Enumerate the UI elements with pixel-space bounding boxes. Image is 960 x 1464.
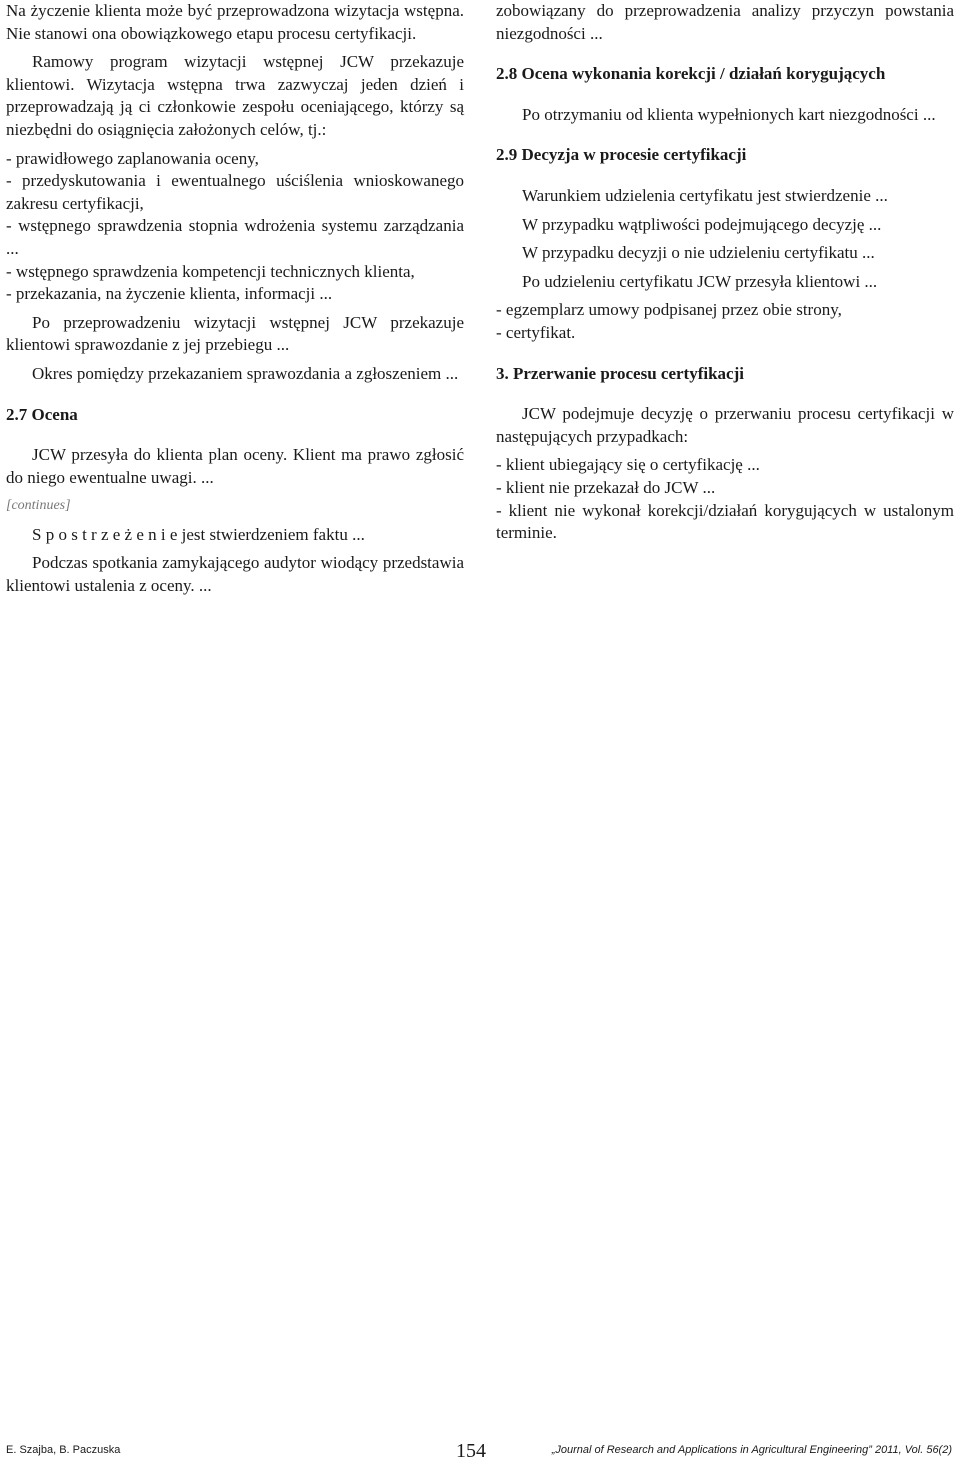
documents-list xyxy=(496,299,954,344)
list-item: - egzemplarz umowy podpisanej przez obie strony, xyxy=(496,300,842,320)
list-item: - prawidłowego zaplanowania oceny, xyxy=(6,148,259,168)
list-item: - przedyskutowania i ewentualnego uściślenia wnioskowanego zakresu certyfikacji, xyxy=(6,171,464,213)
page-number: 154 xyxy=(456,1440,486,1462)
paragraph: S p o s t r z e ż e n i e jest stwierdzeniem faktu ... xyxy=(32,524,365,544)
section-heading: 2.9 Decyzja w procesie certyfikacji xyxy=(496,145,747,165)
list-item: - wstępnego sprawdzenia stopnia wdrożenia systemu zarządzania ... xyxy=(6,216,464,258)
section-heading: 2.8 Ocena wykonania korekcji / działań korygujących xyxy=(496,64,886,84)
paragraph: Ramowy program wizytacji wstępnej JCW przekazuje klientowi. Wizytacja wstępna trwa zazwyczaj jeden dzień i przeprowadzają ją ci członkowie zespołu oceniającego, którzy są niezbędni do osiągnięcia założonych celów, tj.: xyxy=(6,52,464,139)
list-item: - przekazania, na życzenie klienta, informacji ... xyxy=(6,284,333,304)
list-item: - klient nie przekazał do JCW ... xyxy=(496,477,716,497)
paragraph: JCW przesyła do klienta plan oceny. Klient ma prawo zgłosić do niego ewentualne uwagi. ... xyxy=(6,445,464,487)
paragraph: Podczas spotkania zamykającego audytor wiodący przedstawia klientowi ustalenia z oceny. ... xyxy=(6,553,464,596)
continuation-note: [continues] xyxy=(6,498,71,514)
paragraph: Po udzieleniu certyfikatu JCW przesyła klientowi ... xyxy=(522,271,878,291)
left-column xyxy=(6,0,464,604)
paragraph: JCW podejmuje decyzję o przerwaniu procesu certyfikacji w następujących przypadkach: xyxy=(496,404,954,446)
termination-cases-list xyxy=(496,454,954,544)
paragraph: Po przeprowadzeniu wizytacji wstępnej JCW przekazuje klientowi sprawozdanie z jej przebiegu ... xyxy=(6,312,464,355)
section-heading: 3. Przerwanie procesu certyfikacji xyxy=(496,363,744,383)
section-heading: 2.7 Ocena xyxy=(6,404,78,424)
list-item: - wstępnego sprawdzenia kompetencji technicznych klienta, xyxy=(6,261,415,281)
list-item: - certyfikat. xyxy=(496,322,576,342)
footer-authors: E. Szajba, B. Paczuska xyxy=(6,1444,121,1456)
list-item: - klient ubiegający się o certyfikację ... xyxy=(496,455,760,475)
paragraph: Okres pomiędzy przekazaniem sprawozdania a zgłoszeniem ... xyxy=(32,363,459,383)
page-footer xyxy=(0,1440,960,1464)
list-item: - klient nie wykonał korekcji/działań korygujących w ustalonym terminie. xyxy=(496,500,954,543)
paragraph: Warunkiem udzielenia certyfikatu jest stwierdzenie ... xyxy=(522,185,888,205)
objectives-list xyxy=(6,148,464,306)
paragraph: Po otrzymaniu od klienta wypełnionych kart niezgodności ... xyxy=(522,104,936,124)
paragraph: Na życzenie klienta może być przeprowadzona wizytacja wstępna. Nie stanowi ona obowiązkowego etapu procesu certyfikacji. xyxy=(6,1,464,43)
right-column xyxy=(496,0,954,551)
paragraph: zobowiązany do przeprowadzenia analizy przyczyn powstania niezgodności ... xyxy=(496,1,954,43)
paragraph: W przypadku decyzji o nie udzieleniu certyfikatu ... xyxy=(522,243,875,263)
paragraph: W przypadku wątpliwości podejmującego decyzję ... xyxy=(522,214,882,234)
footer-journal: „Journal of Research and Applications in Agricultural Engineering” 2011, Vol. 56(2) xyxy=(551,1444,952,1456)
